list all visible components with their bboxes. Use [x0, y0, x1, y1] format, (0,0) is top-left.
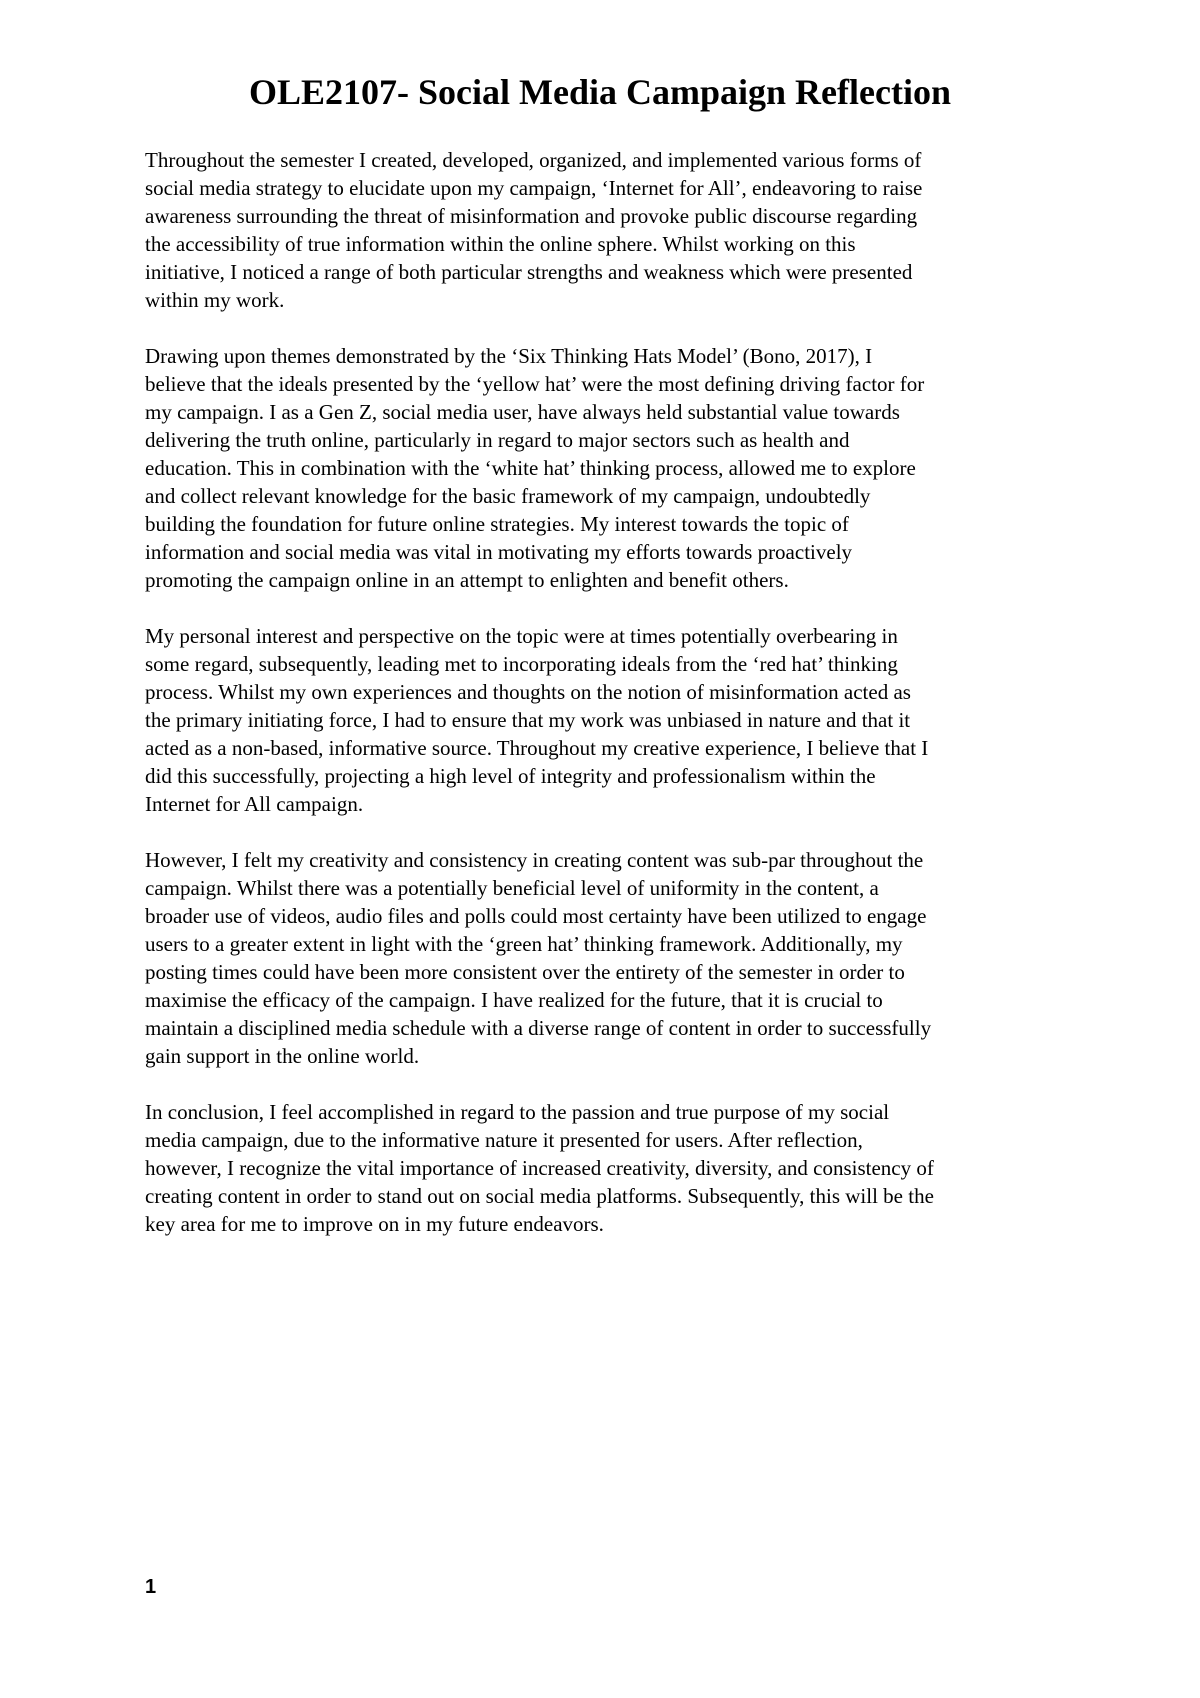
paragraph-line: Drawing upon themes demonstrated by the ‘Six Thinking Hats Model’ (Bono, 2017), I: [145, 344, 873, 368]
paragraph-line: broader use of videos, audio files and polls could most certainty have been utilized to engage: [145, 904, 927, 928]
paragraph-line: did this successfully, projecting a high level of integrity and professionalism within the: [145, 764, 876, 788]
paragraph-line: media campaign, due to the informative nature it presented for users. After reflection,: [145, 1128, 863, 1152]
paragraph-line: some regard, subsequently, leading met to incorporating ideals from the ‘red hat’ thinking: [145, 652, 898, 676]
paragraph-line: In conclusion, I feel accomplished in regard to the passion and true purpose of my social: [145, 1100, 890, 1124]
paragraph-line: promoting the campaign online in an attempt to enlighten and benefit others.: [145, 568, 789, 592]
document-title: OLE2107- Social Media Campaign Reflection: [249, 72, 951, 112]
paragraph-line: users to a greater extent in light with the ‘green hat’ thinking framework. Additionally, my: [145, 932, 903, 956]
paragraph-line: maximise the efficacy of the campaign. I have realized for the future, that it is crucial to: [145, 988, 883, 1012]
paragraph-line: believe that the ideals presented by the ‘yellow hat’ were the most defining driving factor for: [145, 372, 925, 396]
paragraph: [145, 1098, 1065, 1238]
paragraph-line: and collect relevant knowledge for the basic framework of my campaign, undoubtedly: [145, 484, 871, 508]
paragraph-line: posting times could have been more consistent over the entirety of the semester in order to: [145, 960, 905, 984]
paragraph-line: information and social media was vital in motivating my efforts towards proactively: [145, 540, 853, 564]
paragraph-line: My personal interest and perspective on the topic were at times potentially overbearing in: [145, 624, 898, 648]
paragraph-line: the accessibility of true information within the online sphere. Whilst working on this: [145, 232, 856, 256]
paragraph-line: maintain a disciplined media schedule with a diverse range of content in order to successfully: [145, 1016, 932, 1040]
paragraph-line: social media strategy to elucidate upon my campaign, ‘Internet for All’, endeavoring to raise: [145, 176, 923, 200]
paragraph-line: acted as a non-based, informative source. Throughout my creative experience, I believe that I: [145, 736, 929, 760]
page-number: 1: [145, 1576, 157, 1598]
paragraph-line: building the foundation for future online strategies. My interest towards the topic of: [145, 512, 849, 536]
paragraph: [145, 342, 1065, 594]
paragraph-line: however, I recognize the vital importance of increased creativity, diversity, and consistency of: [145, 1156, 934, 1180]
paragraph-line: process. Whilst my own experiences and thoughts on the notion of misinformation acted as: [145, 680, 911, 704]
paragraph-line: Throughout the semester I created, developed, organized, and implemented various forms of: [145, 148, 922, 172]
paragraph: [145, 146, 1065, 314]
paragraph-line: the primary initiating force, I had to ensure that my work was unbiased in nature and that it: [145, 708, 911, 732]
paragraph-line: creating content in order to stand out on social media platforms. Subsequently, this will be the: [145, 1184, 934, 1208]
paragraph-line: within my work.: [145, 288, 285, 312]
paragraph-line: key area for me to improve on in my future endeavors.: [145, 1212, 604, 1236]
paragraph: [145, 846, 1065, 1070]
paragraph-line: However, I felt my creativity and consistency in creating content was sub-par throughout the: [145, 848, 924, 872]
document-body: [145, 146, 1065, 1266]
paragraph-line: gain support in the online world.: [145, 1044, 420, 1068]
paragraph-line: education. This in combination with the ‘white hat’ thinking process, allowed me to explore: [145, 456, 916, 480]
paragraph-line: awareness surrounding the threat of misinformation and provoke public discourse regarding: [145, 204, 918, 228]
paragraph-line: campaign. Whilst there was a potentially beneficial level of uniformity in the content, a: [145, 876, 879, 900]
paragraph: [145, 622, 1065, 818]
paragraph-line: my campaign. I as a Gen Z, social media user, have always held substantial value towards: [145, 400, 900, 424]
paragraph-line: Internet for All campaign.: [145, 792, 364, 816]
paragraph-line: delivering the truth online, particularly in regard to major sectors such as health and: [145, 428, 850, 452]
paragraph-line: initiative, I noticed a range of both particular strengths and weakness which were presented: [145, 260, 913, 284]
